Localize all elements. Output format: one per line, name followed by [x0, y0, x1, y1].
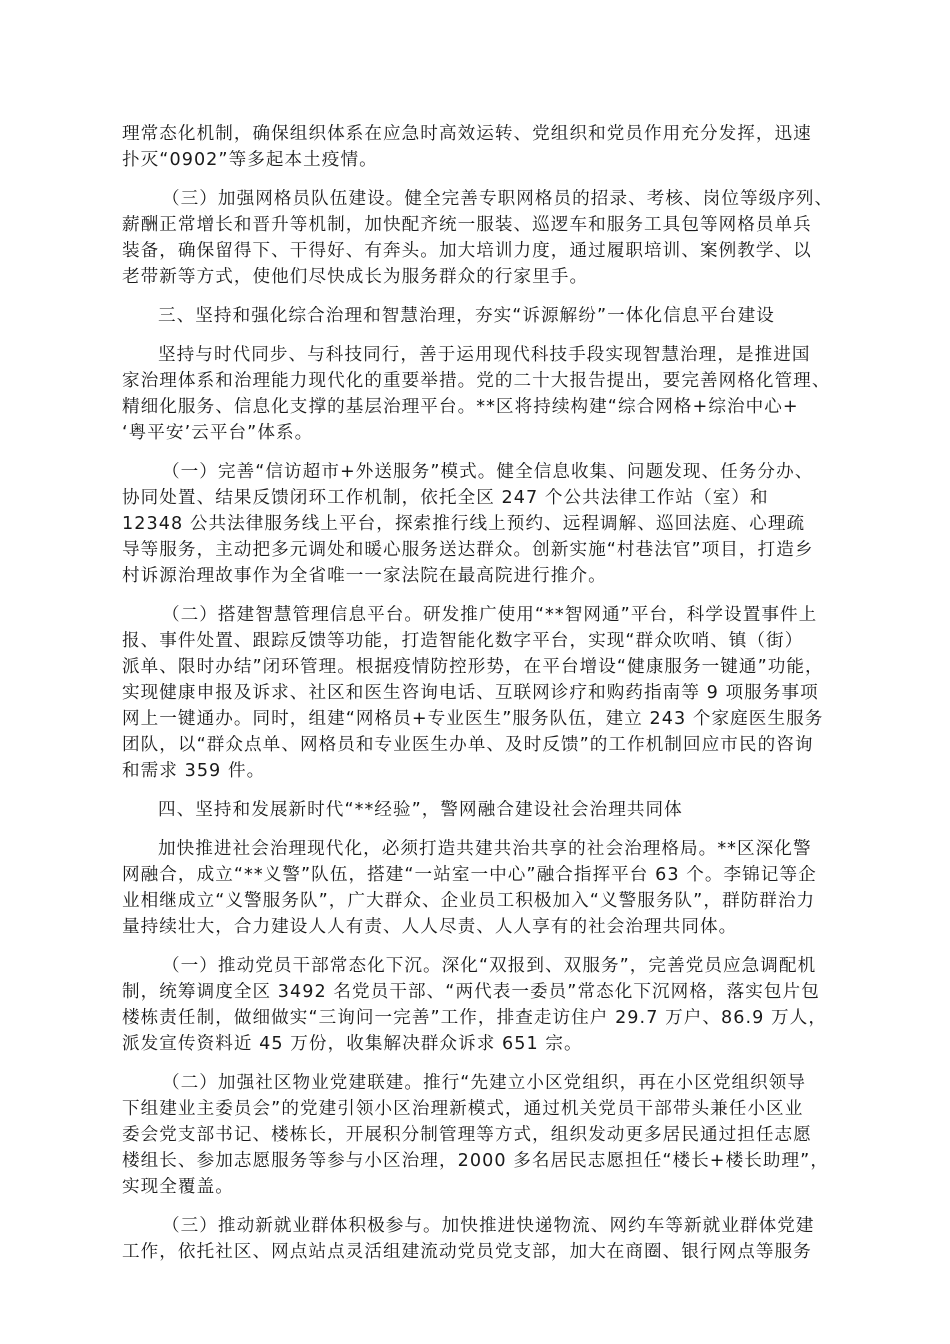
- text-line: 扑灭“0902”等多起本土疫情。: [122, 150, 378, 170]
- section-heading-4: [122, 797, 838, 823]
- text-line: 实现全覆盖。: [122, 1177, 234, 1197]
- text-line: （一）完善“信访超市+外送服务”模式。健全信息收集、问题发现、任务分办、: [162, 462, 814, 482]
- text-line: （二）加强社区物业党建联建。推行“先建立小区党组织，再在小区党组织领导: [162, 1073, 807, 1093]
- text-line: 导等服务，主动把多元调处和暖心服务送达群众。创新实施“村巷法官”项目，打造乡: [122, 540, 814, 560]
- text-line: 村诉源治理故事作为全省唯一一家法院在最高院进行推介。: [122, 566, 607, 586]
- paragraph-2: [122, 186, 838, 290]
- paragraph-7: [122, 953, 838, 1057]
- text-line: 协同处置、结果反馈闭环工作机制，依托全区 247 个公共法律工作站（室）和: [122, 488, 769, 508]
- text-line: 报、事件处置、跟踪反馈等功能，打造智能化数字平台，实现“群众吹哨、镇（街）: [122, 631, 804, 651]
- text-line: 量持续壮大，合力建设人人有责、人人尽责、人人享有的社会治理共同体。: [122, 917, 738, 937]
- text-line: 派单、限时办结”闭环管理。根据疫情防控形势，在平台增设“健康服务一键通”功能，: [122, 657, 824, 677]
- text-line: 加快推进社会治理现代化，必须打造共建共治共享的社会治理格局。**区深化警: [158, 839, 812, 859]
- text-line: 网上一键通办。同时，组建“网格员+专业医生”服务队伍，建立 243 个家庭医生服务: [122, 709, 824, 729]
- paragraph-9: [122, 1213, 838, 1265]
- text-line: （一）推动党员干部常态化下沉。深化“双报到、双服务”，完善党员应急调配机: [162, 956, 817, 976]
- text-line: 坚持与时代同步、与科技同行，善于运用现代科技手段实现智慧治理，是推进国: [158, 345, 811, 365]
- text-line: 制，统筹调度全区 3492 名党员干部、“两代表一委员”常态化下沉网格，落实包片包: [122, 982, 820, 1002]
- text-line: 家治理体系和治理能力现代化的重要举措。党的二十大报告提出，要完善网格化管理、: [122, 371, 831, 391]
- paragraph-4: [122, 459, 838, 589]
- text-line: 装备，确保留得下、干得好、有奔头。加大培训力度，通过履职培训、案例教学、以: [122, 241, 812, 261]
- text-line: 团队，以“群众点单、网格员和专业医生办单、及时反馈”的工作机制回应市民的咨询: [122, 735, 814, 755]
- paragraph-5: [122, 602, 838, 784]
- text-line: 派发宣传资料近 45 万份，收集解决群众诉求 651 宗。: [122, 1034, 583, 1054]
- text-line: 业相继成立“义警服务队”，广大群众、企业员工积极加入“义警服务队”，群防群治力: [122, 891, 816, 911]
- text-line: 薪酬正常增长和晋升等机制，加快配齐统一服装、巡逻车和服务工具包等网格员单兵: [122, 215, 812, 235]
- text-line: 12348 公共法律服务线上平台，探索推行线上预约、远程调解、巡回法庭、心理疏: [122, 514, 806, 534]
- text-line: 楼栋责任制，做细做实“三询问一完善”工作，排查走访住户 29.7 万户、86.9 万人，: [122, 1008, 827, 1028]
- text-line: 网融合，成立“**义警”队伍，搭建“一站室一中心”融合指挥平台 63 个。李锦记等企: [122, 865, 817, 885]
- text-line: （三）加强网格员队伍建设。健全完善专职网格员的招录、考核、岗位等级序列、: [162, 189, 834, 209]
- paragraph-1: [122, 121, 838, 173]
- text-line: （三）推动新就业群体积极参与。加快推进快递物流、网约车等新就业群体党建: [162, 1216, 815, 1236]
- heading-text: 三、坚持和强化综合治理和智慧治理，夯实“诉源解纷”一体化信息平台建设: [158, 306, 775, 326]
- text-line: 精细化服务、信息化支撑的基层治理平台。**区将持续构建“综合网格+综治中心+: [122, 397, 799, 417]
- text-line: 实现健康申报及诉求、社区和医生咨询电话、互联网诊疗和购药指南等 9 项服务事项: [122, 683, 819, 703]
- paragraph-6: [122, 836, 838, 940]
- section-heading-3: [122, 303, 838, 329]
- text-line: 工作，依托社区、网点站点灵活组建流动党员党支部，加大在商圈、银行网点等服务: [122, 1242, 812, 1262]
- text-line: 楼组长、参加志愿服务等参与小区治理，2000 多名居民志愿担任“楼长+楼长助理”，: [122, 1151, 829, 1171]
- text-line: 理常态化机制，确保组织体系在应急时高效运转、党组织和党员作用充分发挥，迅速: [122, 124, 812, 144]
- text-line: （二）搭建智慧管理信息平台。研发推广使用“**智网通”平台，科学设置事件上: [162, 605, 818, 625]
- document-page: [122, 121, 838, 1278]
- text-line: 和需求 359 件。: [122, 761, 266, 781]
- paragraph-8: [122, 1070, 838, 1200]
- heading-text: 四、坚持和发展新时代“**经验”，警网融合建设社会治理共同体: [158, 800, 683, 820]
- text-line: 下组建业主委员会”的党建引领小区治理新模式，通过机关党员干部带头兼任小区业: [122, 1099, 804, 1119]
- paragraph-3: [122, 342, 838, 446]
- text-line: ‘粤平安’云平台”体系。: [122, 423, 314, 443]
- text-line: 老带新等方式，使他们尽快成长为服务群众的行家里手。: [122, 267, 589, 287]
- text-line: 委会党支部书记、楼栋长，开展积分制管理等方式，组织发动更多居民通过担任志愿: [122, 1125, 812, 1145]
